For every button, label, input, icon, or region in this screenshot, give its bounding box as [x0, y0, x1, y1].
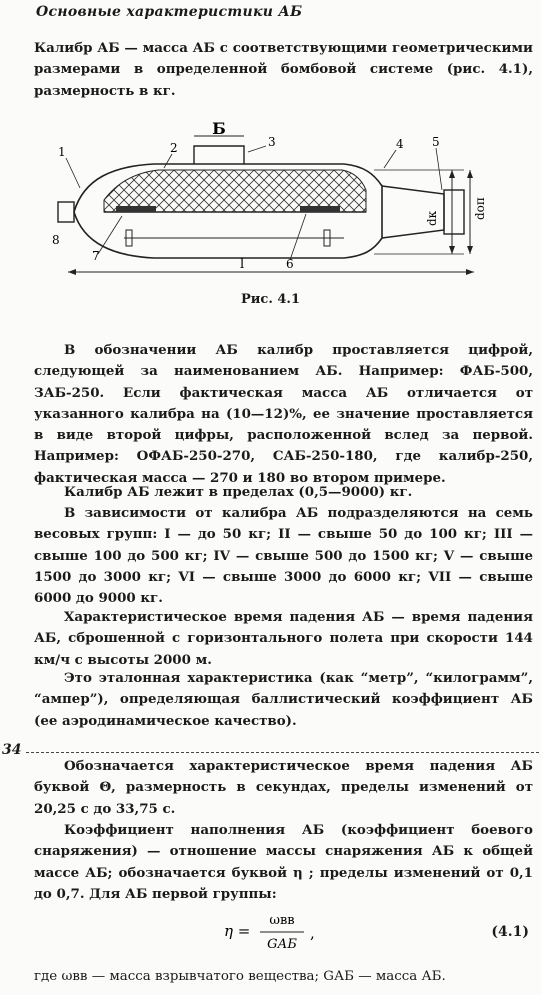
- paragraph-text: В зависимости от калибра АБ подразделяются на семь весовых групп: I — до 50 кг; II — свыше 50 до 100 кг; III — свыше 100 до 500 кг; IV — свыше 500 до 1500 кг; V — свыше 1500 до 3000 кг; VI — свыше 3000 до 6000 кг; VII — свыше 6000 до 9000 кг.: [34, 505, 533, 607]
- explosive-fill-area: [104, 170, 366, 212]
- paragraph-weight-groups: [34, 503, 533, 609]
- formula-numerator: ωвв: [269, 913, 295, 928]
- label-4: 4: [396, 137, 404, 151]
- label-3: 3: [268, 135, 276, 149]
- paragraph-text: Обозначается характеристическое время падения АБ буквой Θ, размерность в секундах, пределы изменений от 20,25 с до 33,75 с.: [34, 758, 533, 817]
- nose-fuze: [58, 202, 74, 222]
- paragraph-caliber-definition: [34, 38, 533, 102]
- paragraph-legend: [34, 966, 533, 987]
- paragraph-text: Калибр АБ лежит в пределах (0,5—9000) кг.: [64, 484, 413, 500]
- label-5: 5: [432, 135, 440, 149]
- paragraph-text: Калибр АБ — масса АБ с соответствующими геометрическими размерами в определенной бомбовой системе (рис. 4.1), размерность в кг.: [34, 40, 533, 99]
- formula-denominator: GАБ: [267, 937, 297, 952]
- label-1: 1: [58, 145, 66, 159]
- paragraph-fall-time: [34, 607, 533, 671]
- label-2: 2: [170, 141, 178, 155]
- paragraph-caliber-range: [34, 482, 533, 503]
- page-number: 34: [2, 742, 22, 758]
- formula-lhs: η =: [224, 922, 251, 940]
- section-heading: Основные характеристики АБ: [36, 4, 303, 20]
- formula-comma: ,: [310, 924, 315, 942]
- label-b: Б: [212, 119, 226, 138]
- page-break-divider: [26, 752, 539, 753]
- label-dop: dоп: [473, 197, 487, 220]
- paragraph-text: В обозначении АБ калибр проставляется цифрой, следующей за наименованием АБ. Например: ФАБ-500, ЗАБ-250. Если фактическая масса АБ отличается от указанного калибра на (10—12)%, ее значение проставляется в виде второй цифры, расположенной вслед за первой. Например: ОФАБ-250-270, САБ-250-180, где калибр-250, фактическая масса — 270 и 180 во втором примере.: [34, 342, 533, 486]
- label-8: 8: [52, 233, 60, 247]
- paragraph-reference: [34, 668, 533, 732]
- label-length: l: [240, 257, 245, 272]
- suspension-lug: [194, 146, 244, 164]
- figure-caption: Рис. 4.1: [240, 292, 300, 307]
- formula-4-1: [220, 906, 330, 954]
- paragraph-text: Коэффициент наполнения АБ (коэффициент боевого снаряжения) — отношение массы снаряжения АБ к общей массе АБ; обозначается буквой η ; пределы изменений от 0,1 до 0,7. Для АБ первой группы:: [34, 822, 533, 902]
- paragraph-designation: [34, 340, 533, 489]
- bomb-diagram: [44, 119, 524, 300]
- paragraph-text: Характеристическое время падения АБ — время падения АБ, сброшенной с горизонтального полета при скорости 144 км/ч с высоты 2000 м.: [34, 609, 533, 668]
- equation-number: (4.1): [491, 924, 529, 940]
- label-dk: dк: [425, 210, 439, 226]
- label-6: 6: [286, 257, 294, 271]
- paragraph-theta: [34, 756, 533, 820]
- paragraph-text: где ωвв — масса взрывчатого вещества; GАБ — масса АБ.: [34, 969, 446, 984]
- stabilizer: [444, 190, 464, 234]
- label-7: 7: [92, 249, 100, 263]
- paragraph-text: Это эталонная характеристика (как “метр”, “килограмм”, “ампер”), определяющая баллистический коэффициент АБ (ее аэродинамическое качество).: [34, 670, 533, 729]
- paragraph-fill-coefficient: [34, 820, 533, 905]
